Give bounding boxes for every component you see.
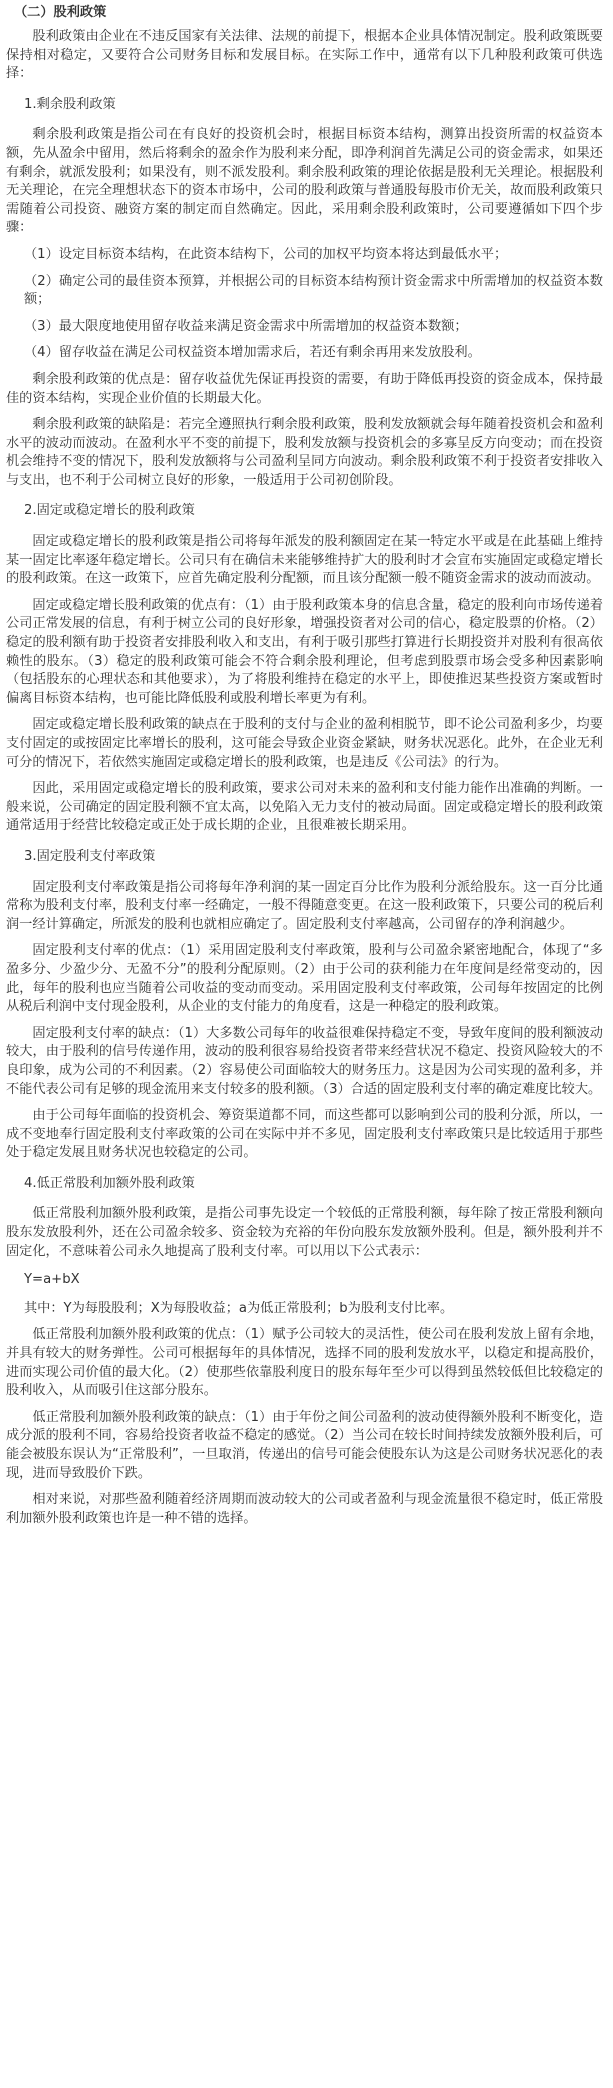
step-item: （4）留存收益在满足公司权益资本增加需求后，若还有剩余再用来发放股利。: [24, 345, 481, 361]
paragraph: 低正常股利加额外股利政策的缺点：（1）由于年份之间公司盈利的波动使得额外股利不断变化，造成分派的股利不同，容易给投资者收益不稳定的感觉。（2）当公司在较长时间持续发放额外股利后，可能会被股东误认为“正常股利”，一旦取消，传递出的信号可能会使股东认为这是公司财务状况恶化的表现，进而导致股价下跌。: [6, 1409, 603, 1481]
paragraph: 相对来说，对那些盈利随着经济周期而波动较大的公司或者盈利与现金流量很不稳定时，低正常股利加额外股利政策也许是一种不错的选择。: [6, 1492, 603, 1526]
policy-stable-growth: [6, 502, 603, 836]
paragraph: 由于公司每年面临的投资机会、筹资渠道都不同，而这些都可以影响到公司的股利分派，所以，一成不变地奉行固定股利支付率政策的公司在实际中并不多见，固定股利支付率政策只是比较适用于那些处于稳定发展且财务状况也较稳定的公司。: [6, 1108, 603, 1161]
paragraph: 固定或稳定增长股利政策的缺点在于股利的支付与企业的盈利相脱节，即不论公司盈利多少，均要支付固定的或按固定比率增长的股利，这可能会导致企业资金紧缺，财务状况恶化。此外，在企业无利可分的情况下，若依然实施固定或稳定增长的股利政策，也是违反《公司法》的行为。: [6, 717, 603, 770]
policy-heading: 2.固定或稳定增长的股利政策: [24, 503, 195, 519]
paragraph: 固定股利支付率的缺点：（1）大多数公司每年的收益很难保持稳定不变，导致年度间的股利额波动较大，由于股利的信号传递作用，波动的股利很容易给投资者带来经营状况不稳定、投资风险较大的不良印象，成为公司的不利因素。（2）容易使公司面临较大的财务压力。这是因为公司实现的盈利多，并不能代表公司有足够的现金流用来支付较多的股利额。（3）合适的固定股利支付率的确定难度比较大。: [6, 1025, 603, 1097]
paragraph: 固定股利支付率的优点：（1）采用固定股利支付率政策，股利与公司盈余紧密地配合，体现了“多盈多分、少盈少分、无盈不分”的股利分配原则。（2）由于公司的获利能力在年度间是经常变动的，因此，每年的股利也应当随着公司收益的变动而变动。采用固定股利支付率政策，公司每年按固定的比例从税后利润中支付现金股利，从企业的支付能力的角度看，这是一种稳定的股利政策。: [6, 943, 603, 1015]
step-item: （1）设定目标资本结构，在此资本结构下，公司的加权平均资本将达到最低水平；: [24, 246, 508, 262]
intro-paragraph: 股利政策由企业在不违反国家有关法律、法规的前提下，根据本企业具体情况制定。股利政策既要保持相对稳定，又要符合公司财务目标和发展目标。在实际工作中，通常有以下几种股利政策可供选择：: [6, 29, 603, 82]
policy-heading: 4.低正常股利加额外股利政策: [24, 1175, 195, 1191]
policy-heading: 3.固定股利支付率政策: [24, 848, 156, 864]
paragraph: 剩余股利政策的优点是：留存收益优先保证再投资的需要，有助于降低再投资的资金成本，保持最佳的资本结构，实现企业价值的长期最大化。: [6, 371, 603, 406]
paragraph: 因此，采用固定或稳定增长的股利政策，要求公司对未来的盈利和支付能力能作出准确的判断。一般来说，公司确定的固定股利额不宜太高，以免陷入无力支付的被动局面。固定或稳定增长的股利政策通常适用于经营比较稳定或正处于成长期的企业，且很难被长期采用。: [6, 781, 603, 834]
policy-low-plus-extra: [6, 1175, 603, 1529]
policy-residual: [6, 96, 603, 491]
section-title: （二）股利政策: [14, 5, 107, 20]
policy-heading: 1.剩余股利政策: [24, 96, 116, 112]
formula: Y=a+bX: [24, 1272, 80, 1288]
paragraph: 剩余股利政策是指公司在有良好的投资机会时，根据目标资本结构，测算出投资所需的权益资本额，先从盈余中留用，然后将剩余的盈余作为股利来分配，即净利润首先满足公司的资金需求，如果还有剩余，就派发股利；如果没有，则不派发股利。剩余股利政策的理论依据是股利无关理论。根据股利无关理论，在完全理想状态下的资本市场中，公司的股利政策与普通股每股市价无关，故而股利政策只需随着公司投资、融资方案的制定而自然确定。因此，采用剩余股利政策时，公司要遵循如下四个步骤：: [6, 127, 603, 236]
step-item: （3）最大限度地使用留存收益来满足资金需求中所需增加的权益资本数额；: [24, 318, 468, 334]
paragraph: 低正常股利加额外股利政策的优点：（1）赋予公司较大的灵活性，使公司在股利发放上留有余地，并具有较大的财务弹性。公司可根据每年的具体情况，选择不同的股利发放水平，以稳定和提高股价，进而实现公司价值的最大化。（2）使那些依靠股利度日的股东每年至少可以得到虽然较低但比较稳定的股利收入，从而吸引住这部分股东。: [6, 1327, 603, 1399]
paragraph: 剩余股利政策的缺陷是：若完全遵照执行剩余股利政策，股利发放额就会每年随着投资机会和盈利水平的波动而波动。在盈利水平不变的前提下，股利发放额与投资机会的多寡呈反方向变动；而在投资机会维持不变的情况下，股利发放额将与公司盈利呈同方向波动。剩余股利政策不利于投资者安排收入与支出，也不利于公司树立良好的形象，一般适用于公司初创阶段。: [6, 417, 603, 488]
paragraph: 固定股利支付率政策是指公司将每年净利润的某一固定百分比作为股利分派给股东。这一百分比通常称为股利支付率，股利支付率一经确定，一般不得随意变更。在这一股利政策下，只要公司的税后利润一经计算确定，所派发的股利也就相应确定了。固定股利支付率越高，公司留存的净利润越少。: [6, 879, 603, 932]
paragraph: 低正常股利加额外股利政策，是指公司事先设定一个较低的正常股利额，每年除了按正常股利额向股东发放股利外，还在公司盈余较多、资金较为充裕的年份向股东发放额外股利。但是，额外股利并不固定化，不意味着公司永久地提高了股利支付率。可以用以下公式表示：: [6, 1206, 603, 1259]
step-item: （2）确定公司的最佳资本预算，并根据公司的目标资本结构预计资金需求中所需增加的权益资本数额；: [24, 273, 603, 308]
paragraph: 固定或稳定增长的股利政策是指公司将每年派发的股利额固定在某一特定水平或是在此基础上维持某一固定比率逐年稳定增长。公司只有在确信未来能够维持扩大的股利时才会宣布实施固定或稳定增长的股利政策。在这一政策下，应首先确定股利分配额，而且该分配额一般不随资金需求的波动而波动。: [6, 534, 603, 587]
paragraph: 固定或稳定增长股利政策的优点有：（1）由于股利政策本身的信息含量，稳定的股利向市场传递着公司正常发展的信息，有利于树立公司的良好形象，增强投资者对公司的信心，稳定股票的价格。（2）稳定的股利额有助于投资者安排股利收入和支出，有利于吸引那些打算进行长期投资并对股利有很高依赖性的股东。（3）稳定的股利政策可能会不符合剩余股利理论，但考虑到股票市场会受多种因素影响（包括股东的心理状态和其他要求），为了将股利维持在稳定的水平上，即使推迟某些投资方案或暂时偏离目标资本结构，也可能比降低股利或股利增长率更为有利。: [6, 597, 603, 706]
formula-note: 其中：Y为每股股利；X为每股收益；a为低正常股利；b为股利支付比率。: [24, 1300, 454, 1316]
policy-fixed-payout: [6, 848, 603, 1163]
